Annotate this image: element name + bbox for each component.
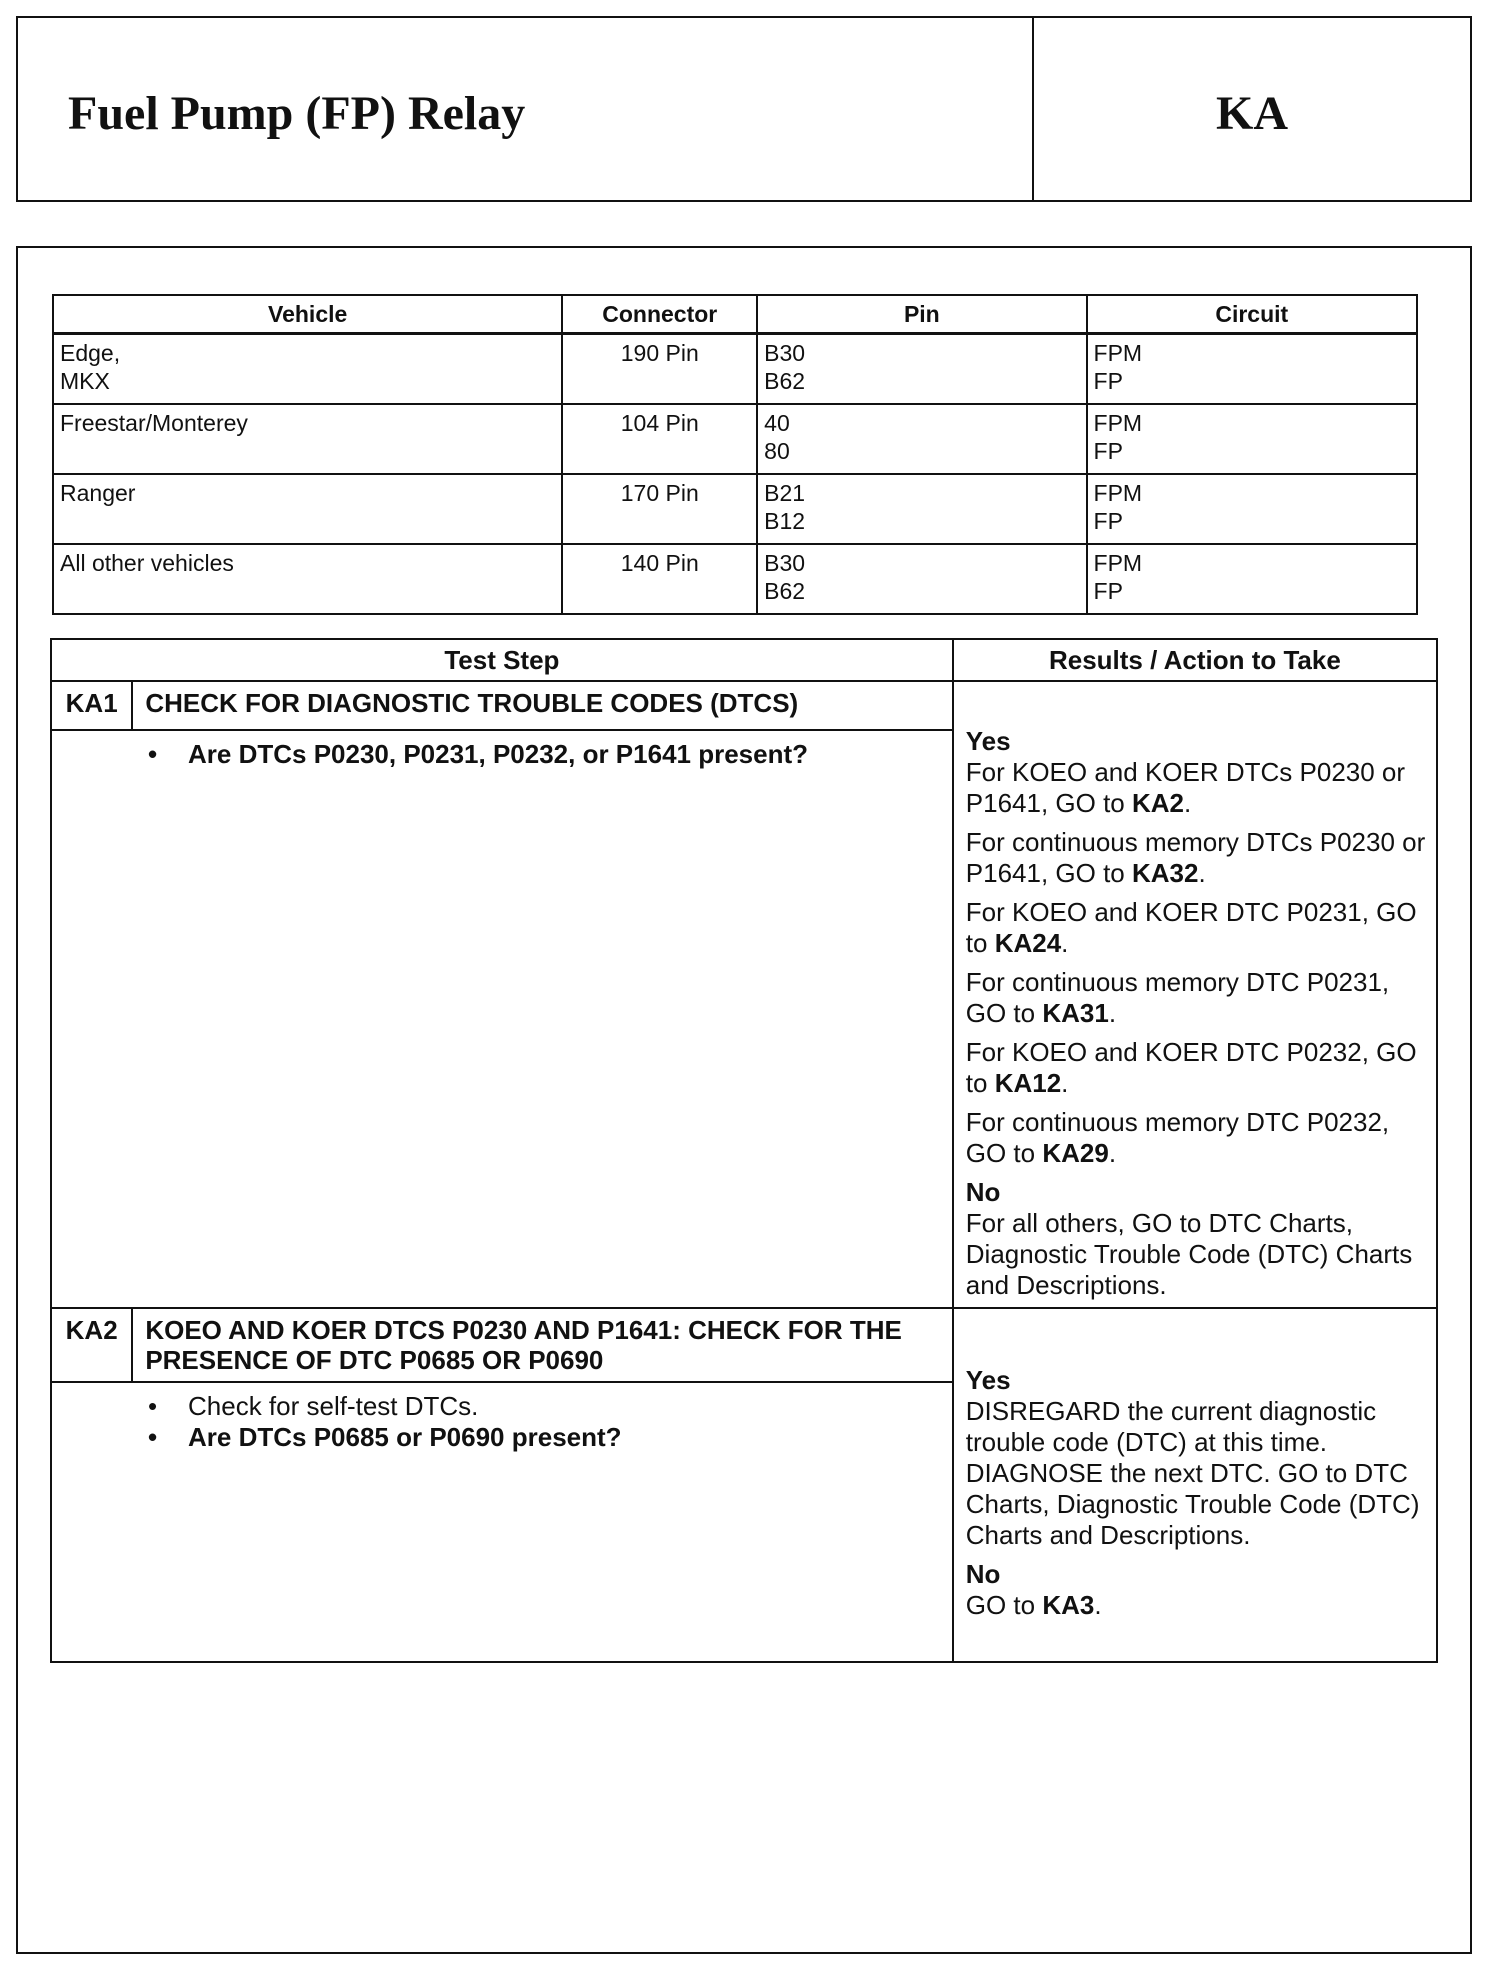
pin-cell — [757, 404, 1086, 474]
result-action: For KOEO and KOER DTC P0231, GO to KA24. — [965, 897, 1417, 958]
step-title-row — [51, 681, 1437, 730]
circuit-value: FP — [1093, 368, 1123, 394]
vehicle-name: Edge, — [60, 340, 121, 366]
pin-value: 80 — [764, 438, 790, 464]
steps-table-header — [51, 639, 1437, 681]
result-action: For KOEO and KOER DTCs P0230 or P1641, GO to KA2. — [965, 757, 1406, 818]
step-bullet: • Are DTCs P0685 or P0690 present? — [188, 1422, 938, 1453]
col-vehicle: Vehicle — [53, 295, 562, 334]
pin-value: B12 — [764, 508, 806, 534]
step-bullet: • Check for self-test DTCs. — [188, 1391, 938, 1422]
circuit-cell — [1087, 544, 1417, 614]
step-results — [953, 681, 1437, 1308]
pin-cell — [757, 474, 1086, 544]
table-row — [53, 334, 1417, 405]
col-pin: Pin — [757, 295, 1086, 334]
page-title: Fuel Pump (FP) Relay — [68, 87, 526, 140]
pin-value: B62 — [764, 578, 806, 604]
pin-cell — [757, 334, 1086, 405]
result-action: For continuous memory DTC P0232, GO to KA29. — [965, 1107, 1390, 1168]
pin-value: B62 — [764, 368, 806, 394]
result-action: DISREGARD the current diagnostic trouble code (DTC) at this time. DIAGNOSE the next DTC. GO to DTC Charts, Diagnostic Trouble Code (DTC) Charts and Descriptions. — [965, 1396, 1420, 1550]
test-step-table — [50, 638, 1438, 1663]
table-row — [53, 544, 1417, 614]
col-results: Results / Action to Take — [953, 639, 1437, 681]
pin-value: 40 — [764, 410, 790, 436]
result-action: GO to KA3. — [965, 1590, 1102, 1620]
section-code: KA — [1216, 87, 1288, 140]
col-connector: Connector — [562, 295, 757, 334]
step-ref: KA3 — [1042, 1590, 1095, 1620]
circuit-value: FPM — [1093, 550, 1143, 576]
step-ref: KA2 — [1131, 788, 1184, 818]
yes-label: Yes — [965, 1365, 1011, 1395]
circuit-value: FP — [1093, 438, 1123, 464]
connector-cell: 190 Pin — [562, 334, 757, 405]
circuit-value: FPM — [1093, 480, 1143, 506]
connector-cell: 170 Pin — [562, 474, 757, 544]
pin-cell — [757, 544, 1086, 614]
vehicle-cell — [53, 544, 562, 614]
result-action: For continuous memory DTCs P0230 or P1641, GO to KA32. — [965, 827, 1426, 888]
no-label: No — [965, 1559, 1001, 1589]
step-id: KA1 — [51, 681, 132, 730]
circuit-cell — [1087, 334, 1417, 405]
step-ref: KA32 — [1131, 858, 1199, 888]
connector-cell: 104 Pin — [562, 404, 757, 474]
connector-cell: 140 Pin — [562, 544, 757, 614]
pin-value: B30 — [764, 550, 806, 576]
pin-table — [52, 294, 1418, 615]
col-test-step: Test Step — [51, 639, 953, 681]
yes-label: Yes — [965, 726, 1011, 756]
step-ref: KA12 — [994, 1068, 1062, 1098]
circuit-value: FPM — [1093, 340, 1143, 366]
vehicle-cell — [53, 404, 562, 474]
step-title-row — [51, 1308, 1437, 1382]
result-action: For all others, GO to DTC Charts, Diagnostic Trouble Code (DTC) Charts and Descriptions. — [965, 1208, 1413, 1300]
step-results — [953, 1308, 1437, 1662]
step-title: CHECK FOR DIAGNOSTIC TROUBLE CODES (DTCS) — [132, 681, 952, 730]
pin-value: B30 — [764, 340, 806, 366]
circuit-value: FP — [1093, 578, 1123, 604]
step-ref: KA24 — [994, 928, 1062, 958]
vehicle-name: All other vehicles — [60, 550, 234, 576]
vehicle-name: Ranger — [60, 480, 136, 506]
pin-table-header — [53, 295, 1417, 334]
step-bullet: • Are DTCs P0230, P0231, P0232, or P1641 present? — [188, 739, 938, 770]
step-body — [51, 730, 953, 1308]
no-label: No — [965, 1177, 1001, 1207]
vehicle-cell — [53, 334, 562, 405]
pin-value: B21 — [764, 480, 806, 506]
result-action: For continuous memory DTC P0231, GO to KA31. — [965, 967, 1390, 1028]
step-ref: KA31 — [1042, 998, 1109, 1028]
vehicle-name: MKX — [60, 368, 110, 394]
table-row — [53, 404, 1417, 474]
table-row — [53, 474, 1417, 544]
page-header — [16, 16, 1472, 202]
step-ref: KA29 — [1042, 1138, 1109, 1168]
circuit-cell — [1087, 404, 1417, 474]
step-body — [51, 1382, 953, 1662]
col-circuit: Circuit — [1087, 295, 1417, 334]
step-title: KOEO AND KOER DTCS P0230 AND P1641: CHECK FOR THE PRESENCE OF DTC P0685 OR P0690 — [132, 1308, 952, 1382]
step-id: KA2 — [51, 1308, 132, 1382]
vehicle-name: Freestar/Monterey — [60, 410, 248, 436]
circuit-value: FP — [1093, 508, 1123, 534]
result-action: For KOEO and KOER DTC P0232, GO to KA12. — [965, 1037, 1417, 1098]
circuit-value: FPM — [1093, 410, 1143, 436]
vehicle-cell — [53, 474, 562, 544]
circuit-cell — [1087, 474, 1417, 544]
